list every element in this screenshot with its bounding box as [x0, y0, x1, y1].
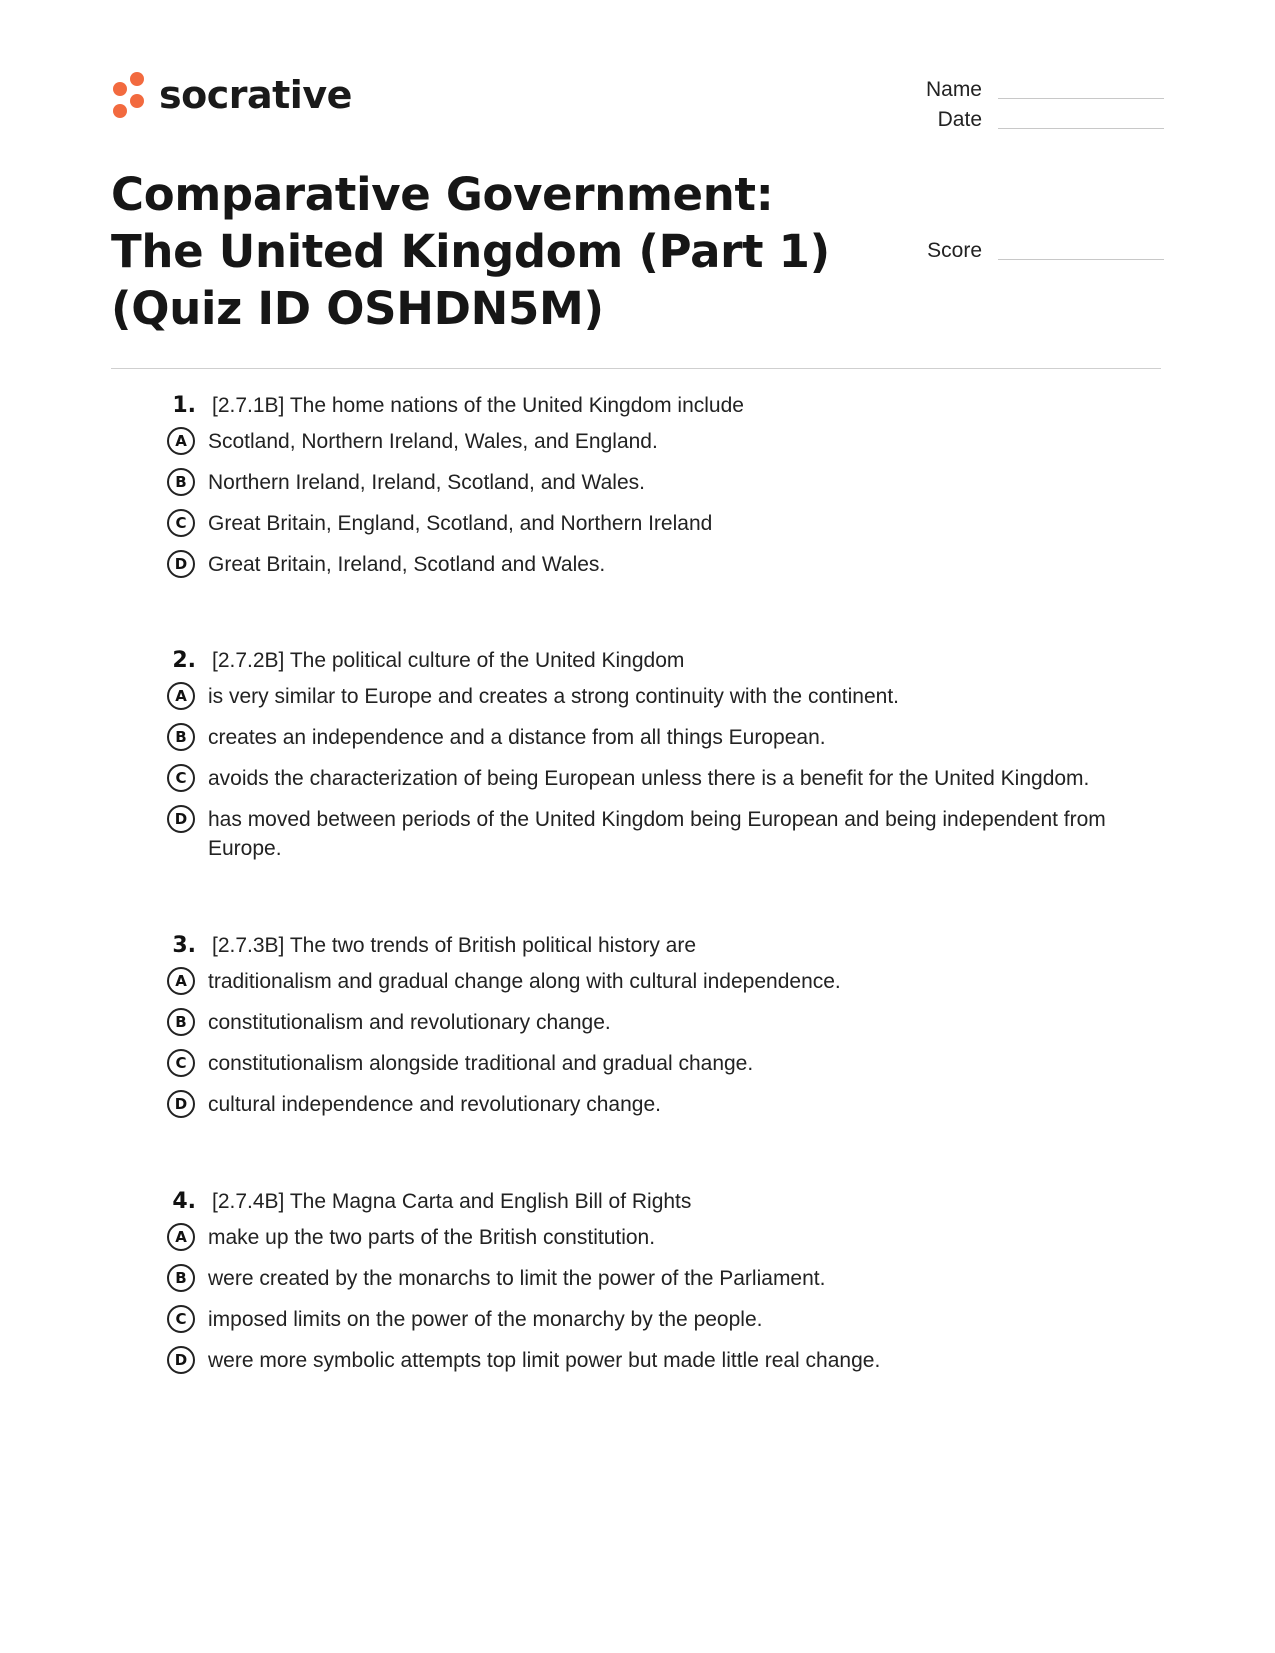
option-a[interactable] — [160, 967, 1160, 996]
option-b-text: creates an independence and a distance from all things European. — [208, 726, 826, 749]
question-1 — [160, 393, 1160, 579]
option-c-text: constitutionalism alongside traditional and gradual change. — [208, 1052, 754, 1075]
option-c[interactable] — [160, 509, 1160, 538]
option-b-text: Northern Ireland, Ireland, Scotland, and Wales. — [208, 471, 645, 494]
option-d-bubble[interactable]: D — [167, 805, 195, 833]
date-field[interactable] — [862, 108, 1164, 132]
question-text: [2.7.2B] The political culture of the United Kingdom — [212, 649, 685, 672]
option-c-bubble[interactable]: C — [167, 1305, 195, 1333]
option-c-text: Great Britain, England, Scotland, and Northern Ireland — [208, 512, 713, 535]
option-d-text: Great Britain, Ireland, Scotland and Wales. — [208, 553, 606, 576]
option-d[interactable] — [160, 1346, 1160, 1375]
quiz-title: Comparative Government: The United Kingdom (Part 1) (Quiz ID OSHDN5M) — [111, 168, 830, 335]
option-b-bubble[interactable]: B — [167, 1264, 195, 1292]
question-3 — [160, 933, 1160, 1119]
brand-logo — [111, 71, 352, 119]
option-a-text: is very similar to Europe and creates a strong continuity with the continent. — [208, 685, 900, 708]
option-d-text: were more symbolic attempts top limit power but made little real change. — [208, 1349, 881, 1372]
option-d-text: has moved between periods of the United Kingdom being European and being independent from Europe. — [208, 808, 1106, 860]
option-c-text: imposed limits on the power of the monarchy by the people. — [208, 1308, 763, 1331]
score-line[interactable] — [998, 259, 1164, 260]
option-a-bubble[interactable]: A — [167, 427, 195, 455]
question-2 — [160, 648, 1160, 863]
question-number: 4. — [172, 1189, 196, 1214]
option-a[interactable] — [160, 1223, 1160, 1252]
header-divider — [111, 368, 1161, 369]
option-b[interactable] — [160, 1264, 1160, 1293]
option-b-bubble[interactable]: B — [167, 723, 195, 751]
brand-wordmark: socrative — [159, 73, 352, 117]
option-b-text: were created by the monarchs to limit the power of the Parliament. — [208, 1267, 826, 1290]
score-field[interactable] — [862, 239, 1164, 263]
option-b-bubble[interactable]: B — [167, 1008, 195, 1036]
option-d[interactable] — [160, 550, 1160, 579]
name-field[interactable] — [862, 78, 1164, 102]
question-number: 2. — [172, 648, 196, 673]
question-text: [2.7.3B] The two trends of British political history are — [212, 934, 697, 957]
question-text: [2.7.4B] The Magna Carta and English Bill of Rights — [212, 1190, 692, 1213]
option-c-bubble[interactable]: C — [167, 764, 195, 792]
option-b[interactable] — [160, 723, 1160, 752]
option-a-text: traditionalism and gradual change along with cultural independence. — [208, 970, 841, 993]
option-d-text: cultural independence and revolutionary change. — [208, 1093, 661, 1116]
option-a-bubble[interactable]: A — [167, 682, 195, 710]
option-c[interactable] — [160, 1305, 1160, 1334]
option-d[interactable] — [160, 805, 1160, 863]
option-c-bubble[interactable]: C — [167, 1049, 195, 1077]
option-c[interactable] — [160, 1049, 1160, 1078]
option-b-text: constitutionalism and revolutionary change. — [208, 1011, 611, 1034]
option-a-bubble[interactable]: A — [167, 1223, 195, 1251]
socrative-logo-icon — [111, 71, 149, 119]
option-d[interactable] — [160, 1090, 1160, 1119]
option-d-bubble[interactable]: D — [167, 1346, 195, 1374]
date-label: Date — [937, 108, 982, 131]
option-a-text: make up the two parts of the British constitution. — [208, 1226, 656, 1249]
option-a[interactable] — [160, 682, 1160, 711]
question-4 — [160, 1189, 1160, 1375]
option-c-bubble[interactable]: C — [167, 509, 195, 537]
option-b[interactable] — [160, 1008, 1160, 1037]
option-c[interactable] — [160, 764, 1160, 793]
option-d-bubble[interactable]: D — [167, 550, 195, 578]
name-label: Name — [925, 78, 982, 101]
option-a-text: Scotland, Northern Ireland, Wales, and England. — [208, 430, 658, 453]
question-number: 3. — [172, 933, 196, 958]
name-line[interactable] — [998, 98, 1164, 99]
option-a[interactable] — [160, 427, 1160, 456]
date-line[interactable] — [998, 128, 1164, 129]
question-text: [2.7.1B] The home nations of the United Kingdom include — [212, 394, 744, 417]
option-b[interactable] — [160, 468, 1160, 497]
option-b-bubble[interactable]: B — [167, 468, 195, 496]
option-d-bubble[interactable]: D — [167, 1090, 195, 1118]
score-label: Score — [927, 239, 982, 262]
option-c-text: avoids the characterization of being European unless there is a benefit for the United Kingdom. — [208, 767, 1090, 790]
option-a-bubble[interactable]: A — [167, 967, 195, 995]
question-number: 1. — [172, 393, 196, 418]
